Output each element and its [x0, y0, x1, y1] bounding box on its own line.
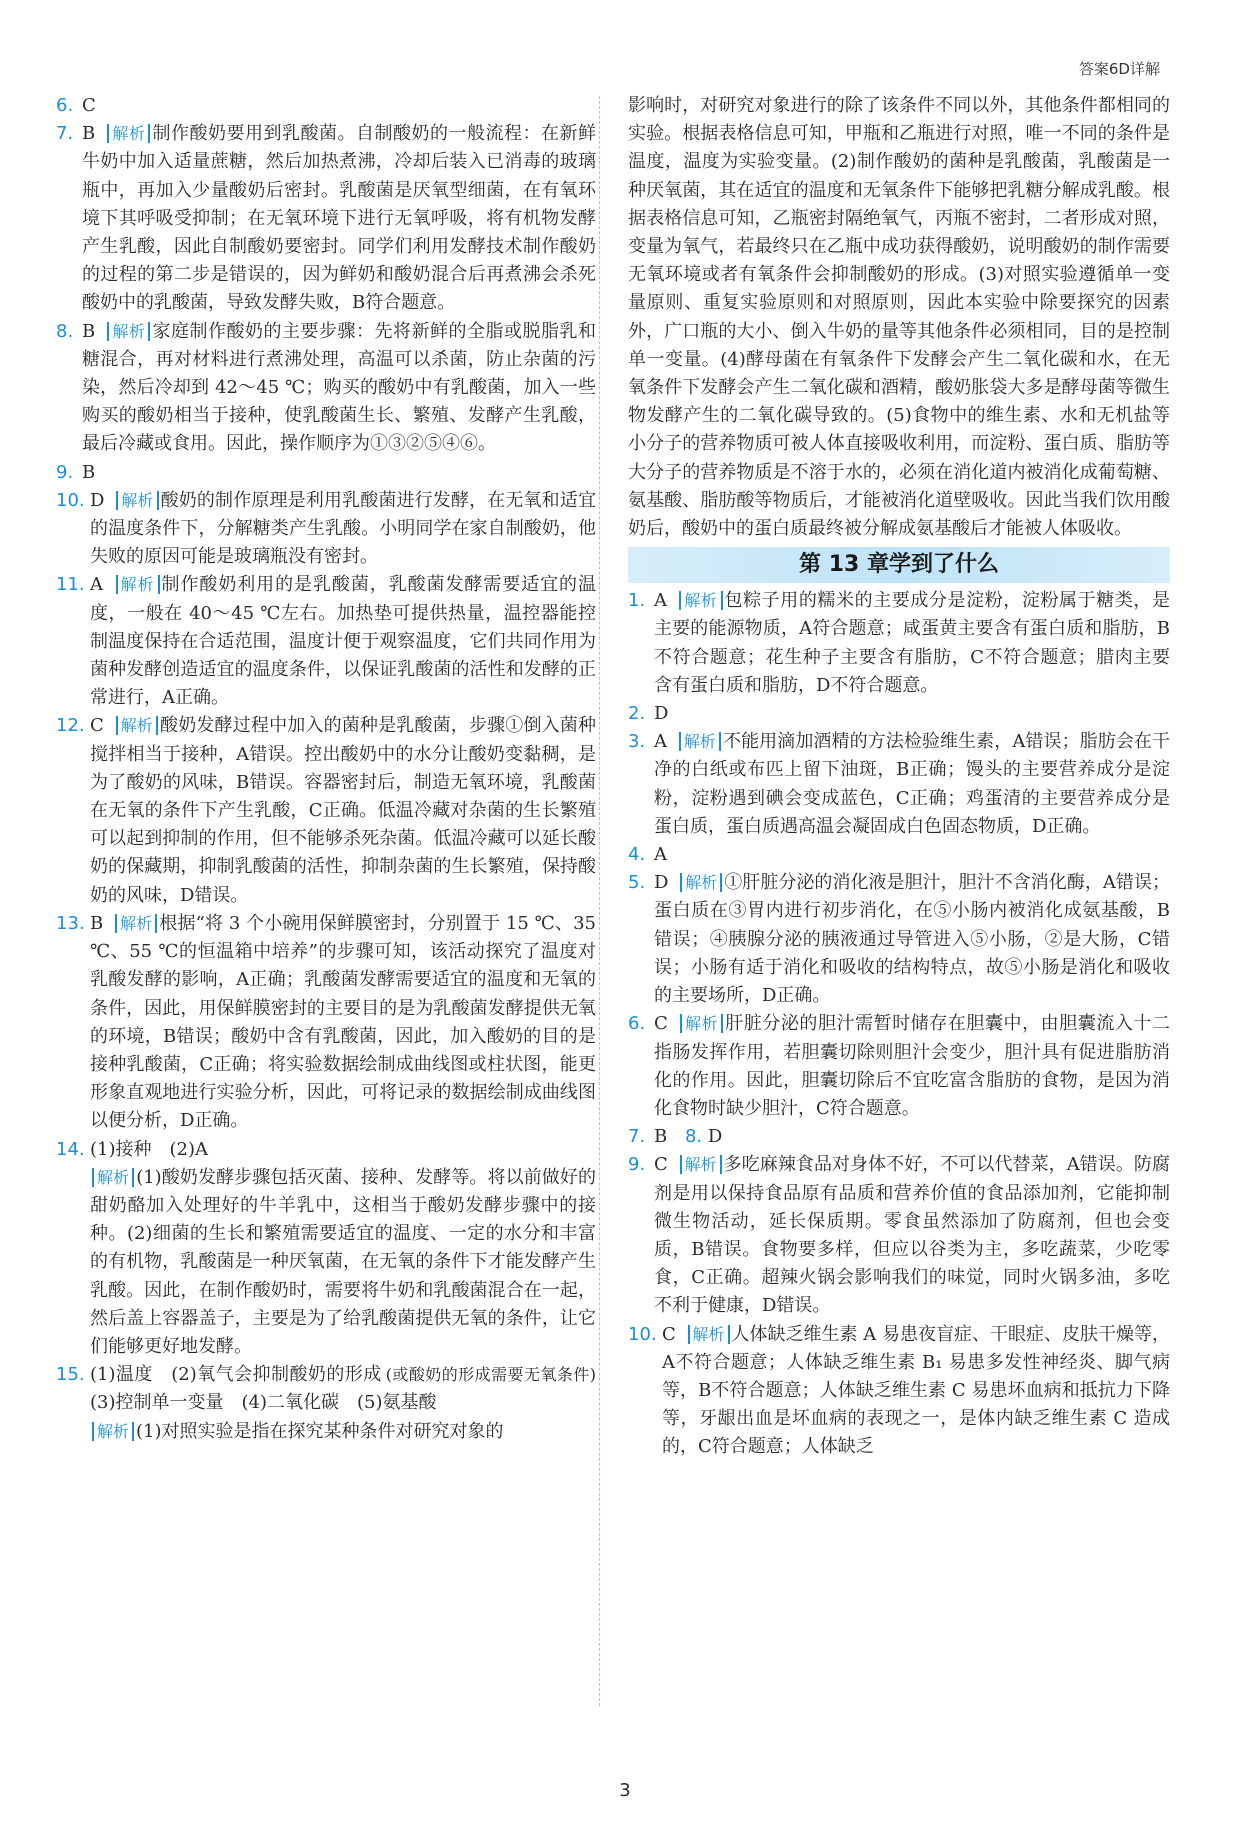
- question-number: 7.: [628, 1126, 646, 1148]
- question-number: 13.: [56, 912, 85, 934]
- explanation-tag: 解析: [116, 491, 158, 510]
- question-number: 3.: [628, 731, 646, 753]
- question-number: 1.: [628, 590, 646, 612]
- answer-item: [628, 1321, 1170, 1462]
- answer-choice: B: [82, 123, 96, 145]
- column-divider: [599, 96, 600, 1706]
- explanation-text: 不能用滴加酒精的方法检验维生素，A错误；脂肪会在干净的白纸或布匹上留下油斑，B正确；馒头的主要营养成分是淀粉，淀粉遇到碘会变成蓝色，C正确；鸡蛋清的主要营养成分是蛋白质，蛋白质遇高温会凝固成白色固态物质，D正确。: [654, 731, 1170, 837]
- explanation-tag: 解析: [680, 873, 722, 892]
- explanation-tag: 解析: [680, 1014, 723, 1033]
- explanation-text: (1)酸奶发酵步骤包括灭菌、接种、发酵等。将以前做好的甜奶酪加入处理好的牛羊乳中，这相当于酸奶发酵步骤中的接种。(2)细菌的生长和繁殖需要适宜的温度、一定的水分和丰富的有机物，乳酸菌是一种厌氧菌，在无氧的条件下才能发酵产生乳酸。因此，在制作酸奶时，需要将牛奶和乳酸菌混合在一起，然后盖上容器盖子，主要是为了给乳酸菌提供无氧的条件，让它们能够更好地发酵。: [90, 1166, 596, 1357]
- answer-item: [56, 1136, 596, 1164]
- explanation-text: 酸奶的制作原理是利用乳酸菌进行发酵，在无氧和适宜的温度条件下，分解糖类产生乳酸。小明同学在家自制酸奶，他失败的原因可能是玻璃瓶没有密封。: [90, 489, 596, 568]
- continued-explanation: [628, 92, 1170, 543]
- answer-item: [628, 1010, 1170, 1123]
- answer-item: [56, 92, 596, 120]
- explanation-text: 人体缺乏维生素 A 易患夜盲症、干眼症、皮肤干燥等，A不符合题意；人体缺乏维生素 B₁ 易患多发性神经炎、脚气病等，B不符合题意；人体缺乏维生素 C 易患坏血病和抵抗力下降等，牙龈出血是坏血病的表现之一，是体内缺乏维生素 C 造成的，C符合题意；人体缺乏: [662, 1323, 1170, 1458]
- answer-item: [56, 318, 596, 459]
- answer-choice: C: [662, 1323, 676, 1345]
- question-number: 4.: [628, 844, 646, 866]
- answer-item: [628, 700, 1170, 728]
- answer-choice: (1)接种 (2)A: [90, 1138, 208, 1160]
- question-number: 6.: [628, 1013, 646, 1035]
- explanation-text: 多吃麻辣食品对身体不好，不可以代替菜，A错误。防腐剂是用以保持食品原有品质和营养价值的食品添加剂，它能抑制微生物活动，延长保质期。零食虽然添加了防腐剂，但也会变质，B错误。食物要多样，但应以谷类为主，多吃蔬菜，少吃零食，C正确。超辣火锅会影响我们的味觉，同时火锅多油，多吃不利于健康，D错误。: [654, 1154, 1170, 1317]
- explanation-text: 包粽子用的糯米的主要成分是淀粉，淀粉属于糖类，是主要的能源物质，A符合题意；咸蛋黄主要含有蛋白质和脂肪，B不符合题意；花生种子主要含有脂肪，C不符合题意；腊肉主要含有蛋白质和脂肪，D不符合题意。: [654, 590, 1170, 696]
- question-number: 7.: [56, 123, 74, 145]
- explanation-text: 影响时，对研究对象进行的除了该条件不同以外，其他条件都相同的实验。根据表格信息可知，甲瓶和乙瓶进行对照，唯一不同的条件是温度，温度为实验变量。(2)制作酸奶的菌种是乳酸菌，乳酸菌是一种厌氧菌，其在适宜的温度和无氧条件下能够把乳糖分解成乳酸。根据表格信息可知，乙瓶密封隔绝氧气，丙瓶不密封，二者形成对照，变量为氧气，若最终只在乙瓶中成功获得酸奶，说明酸奶的制作需要无氧环境或者有氧条件会抑制酸奶的形成。(3)对照实验遵循单一变量原则、重复实验原则和对照原则，因此本实验中除要探究的因素外，广口瓶的大小、倒入牛奶的量等其他条件必须相同，目的是控制单一变量。(4)酵母菌在有氧条件下发酵会产生二氧化碳和水，在无氧条件下发酵会产生二氧化碳和酒精，酸奶胀袋大多是酵母菌等微生物发酵产生的二氧化碳导致的。(5)食物中的维生素、水和无机盐等小分子的营养物质可被人体直接吸收利用，而淀粉、蛋白质、脂肪等大分子的营养物质是不溶于水的，必须在消化道内被消化成葡萄糖、氨基酸、脂肪酸等物质后，才能被消化道壁吸收。因此当我们饮用酸奶后，酸奶中的蛋白质最终被分解成氨基酸后才能被人体吸收。: [628, 95, 1170, 540]
- question-number: 14.: [56, 1138, 85, 1160]
- question-number: 9.: [56, 461, 74, 483]
- answer-choice: (3)控制单一变量 (4)二氧化碳 (5)氨基酸: [90, 1392, 437, 1414]
- explanation-tag: 解析: [107, 322, 150, 341]
- answer-explanation: [56, 1418, 596, 1446]
- answer-item: [628, 1123, 1170, 1151]
- explanation-text: 根据“将 3 个小碗用保鲜膜密封，分别置于 15 ℃、35 ℃、55 ℃的恒温箱中培养”的步骤可知，该活动探究了温度对乳酸发酵的影响，A正确；乳酸菌发酵需要适宜的温度和无氧的条件，因此，用保鲜膜密封的主要目的是为乳酸菌发酵提供无氧的环境，B错误；酸奶中含有乳酸菌，因此，加入酸奶的目的是接种乳酸菌，C正确；将实验数据绘制成曲线图或柱状图，能更形象直观地进行实验分析，因此，可将记录的数据绘制成曲线图以便分析，D正确。: [90, 912, 596, 1132]
- explanation-text: (1)对照实验是指在探究某种条件对研究对象的: [136, 1420, 504, 1442]
- question-number: 9.: [628, 1154, 646, 1176]
- question-number: 15.: [56, 1364, 85, 1386]
- explanation-tag: 解析: [688, 1325, 730, 1344]
- answer-item: [628, 587, 1170, 700]
- left-column: [56, 92, 596, 1446]
- answer-choice: C: [654, 1154, 668, 1176]
- answer-item: [628, 728, 1170, 841]
- question-number: 11.: [56, 574, 85, 596]
- explanation-text: ①肝脏分泌的消化液是胆汁，胆汁不含消化酶，A错误；蛋白质在③胃内进行初步消化，在⑤小肠内被消化成氨基酸，B错误；④胰腺分泌的胰液通过导管进入⑤小肠，②是大肠，C错误；小肠有适于消化和吸收的结构特点，故⑤小肠是消化和吸收的主要场所，D正确。: [654, 872, 1170, 1007]
- answer-item: [56, 712, 596, 909]
- explanation-tag: 解析: [107, 124, 150, 143]
- answer-choice: D: [654, 703, 669, 725]
- answer-choice: D: [90, 489, 105, 511]
- explanation-tag: 解析: [115, 914, 157, 933]
- answer-item: [56, 571, 596, 712]
- explanation-tag: 解析: [679, 591, 722, 610]
- answer-choice: B: [654, 1126, 668, 1148]
- page-number: 3: [619, 1780, 631, 1801]
- explanation-tag: 解析: [679, 732, 721, 751]
- answer-choice: C: [90, 715, 104, 737]
- answer-item: [56, 459, 596, 487]
- explanation-tag: 解析: [116, 575, 160, 594]
- section-title: 第 13 章学到了什么: [628, 547, 1170, 583]
- explanation-text: 制作酸奶要用到乳酸菌。自制酸奶的一般流程：在新鲜牛奶中加入适量蔗糖，然后加热煮沸，冷却后装入已消毒的玻璃瓶中，再加入少量酸奶后密封。乳酸菌是厌氧型细菌，在有氧环境下其呼吸受抑制；在无氧环境下进行无氧呼吸，将有机物发酵产生乳酸，因此自制酸奶要密封。同学们利用发酵技术制作酸奶的过程的第二步是错误的，因为鲜奶和酸奶混合后再煮沸会杀死酸奶中的乳酸菌，导致发酵失败，B符合题意。: [82, 123, 596, 314]
- answer-choice: D: [707, 1126, 723, 1148]
- answer-item: [628, 841, 1170, 869]
- explanation-text: 酸奶发酵过程中加入的菌种是乳酸菌，步骤①倒入菌种搅拌相当于接种，A错误。控出酸奶中的水分让酸奶变黏稠，是为了酸奶的风味，B错误。容器密封后，制造无氧环境，乳酸菌在无氧的条件下产生乳酸，C正确。低温冷藏对杂菌的生长繁殖可以起到抑制的作用，但不能够杀死杂菌。低温冷藏可以延长酸奶的保藏期，抑制乳酸菌的活性，抑制杂菌的生长繁殖，保持酸奶的风味，D错误。: [90, 715, 596, 906]
- question-number: 5.: [628, 872, 646, 894]
- right-column: [628, 92, 1170, 1462]
- answer-item: [56, 487, 596, 572]
- explanation-text: 肝脏分泌的胆汁需暂时储存在胆囊中，由胆囊流入十二指肠发挥作用，若胆囊切除则胆汁会变少，胆汁具有促进脂肪消化的作用。因此，胆囊切除后不宜吃富含脂肪的食物，是因为消化食物时缺少胆汁，C符合题意。: [654, 1013, 1170, 1119]
- explanation-tag: 解析: [92, 1422, 134, 1441]
- question-number: 10.: [56, 489, 85, 511]
- answer-item: [628, 1151, 1170, 1320]
- answer-choice: A: [90, 574, 103, 596]
- answer-choice: A: [654, 844, 667, 866]
- answer-choice: D: [654, 872, 669, 894]
- question-number: 12.: [56, 715, 85, 737]
- answer-item: [628, 869, 1170, 1010]
- question-number: 2.: [628, 703, 646, 725]
- answer-choice: A: [654, 590, 667, 612]
- explanation-text: 家庭制作酸奶的主要步骤：先将新鲜的全脂或脱脂乳和糖混合，再对材料进行煮沸处理，高温可以杀菌，防止杂菌的污染，然后冷却到 42～45 ℃；购买的酸奶中有乳酸菌，加入一些购买的酸奶相当于接种，使乳酸菌生长、繁殖、发酵产生乳酸，最后冷藏或食用。因此，操作顺序为①③②⑤④⑥。: [82, 320, 596, 455]
- question-number: 6.: [56, 95, 74, 116]
- answer-choice: B: [82, 461, 96, 483]
- answer-choice: B: [82, 320, 96, 342]
- answer-item: [56, 1361, 596, 1417]
- answer-choice: C: [82, 95, 96, 116]
- question-number: 8.: [684, 1126, 703, 1148]
- explanation-tag: 解析: [116, 716, 158, 735]
- question-number: 8.: [56, 320, 74, 342]
- answer-choice: B: [90, 912, 104, 934]
- page-header: 答案6D详解: [1078, 60, 1160, 78]
- answer-item: [56, 120, 596, 317]
- answer-choice: C: [654, 1013, 668, 1035]
- answer-item: [56, 910, 596, 1136]
- answer-explanation: [56, 1164, 596, 1361]
- explanation-tag: 解析: [680, 1155, 722, 1174]
- answer-note: (或酸奶的形成需要无氧条件): [385, 1365, 596, 1385]
- explanation-text: 制作酸奶利用的是乳酸菌，乳酸菌发酵需要适宜的温度，一般在 40～45 ℃左右。加热垫可提供热量，温控器能控制温度保持在合适范围，温度计便于观察温度，它们共同作用为菌种发酵创造适宜的温度条件，以保证乳酸菌的活性和发酵的正常进行，A正确。: [90, 574, 596, 709]
- explanation-tag: 解析: [92, 1168, 134, 1187]
- answer-choice: (1)温度 (2)氧气会抑制酸奶的形成: [90, 1364, 382, 1386]
- answer-choice: A: [654, 731, 667, 753]
- question-number: 10.: [628, 1323, 657, 1345]
